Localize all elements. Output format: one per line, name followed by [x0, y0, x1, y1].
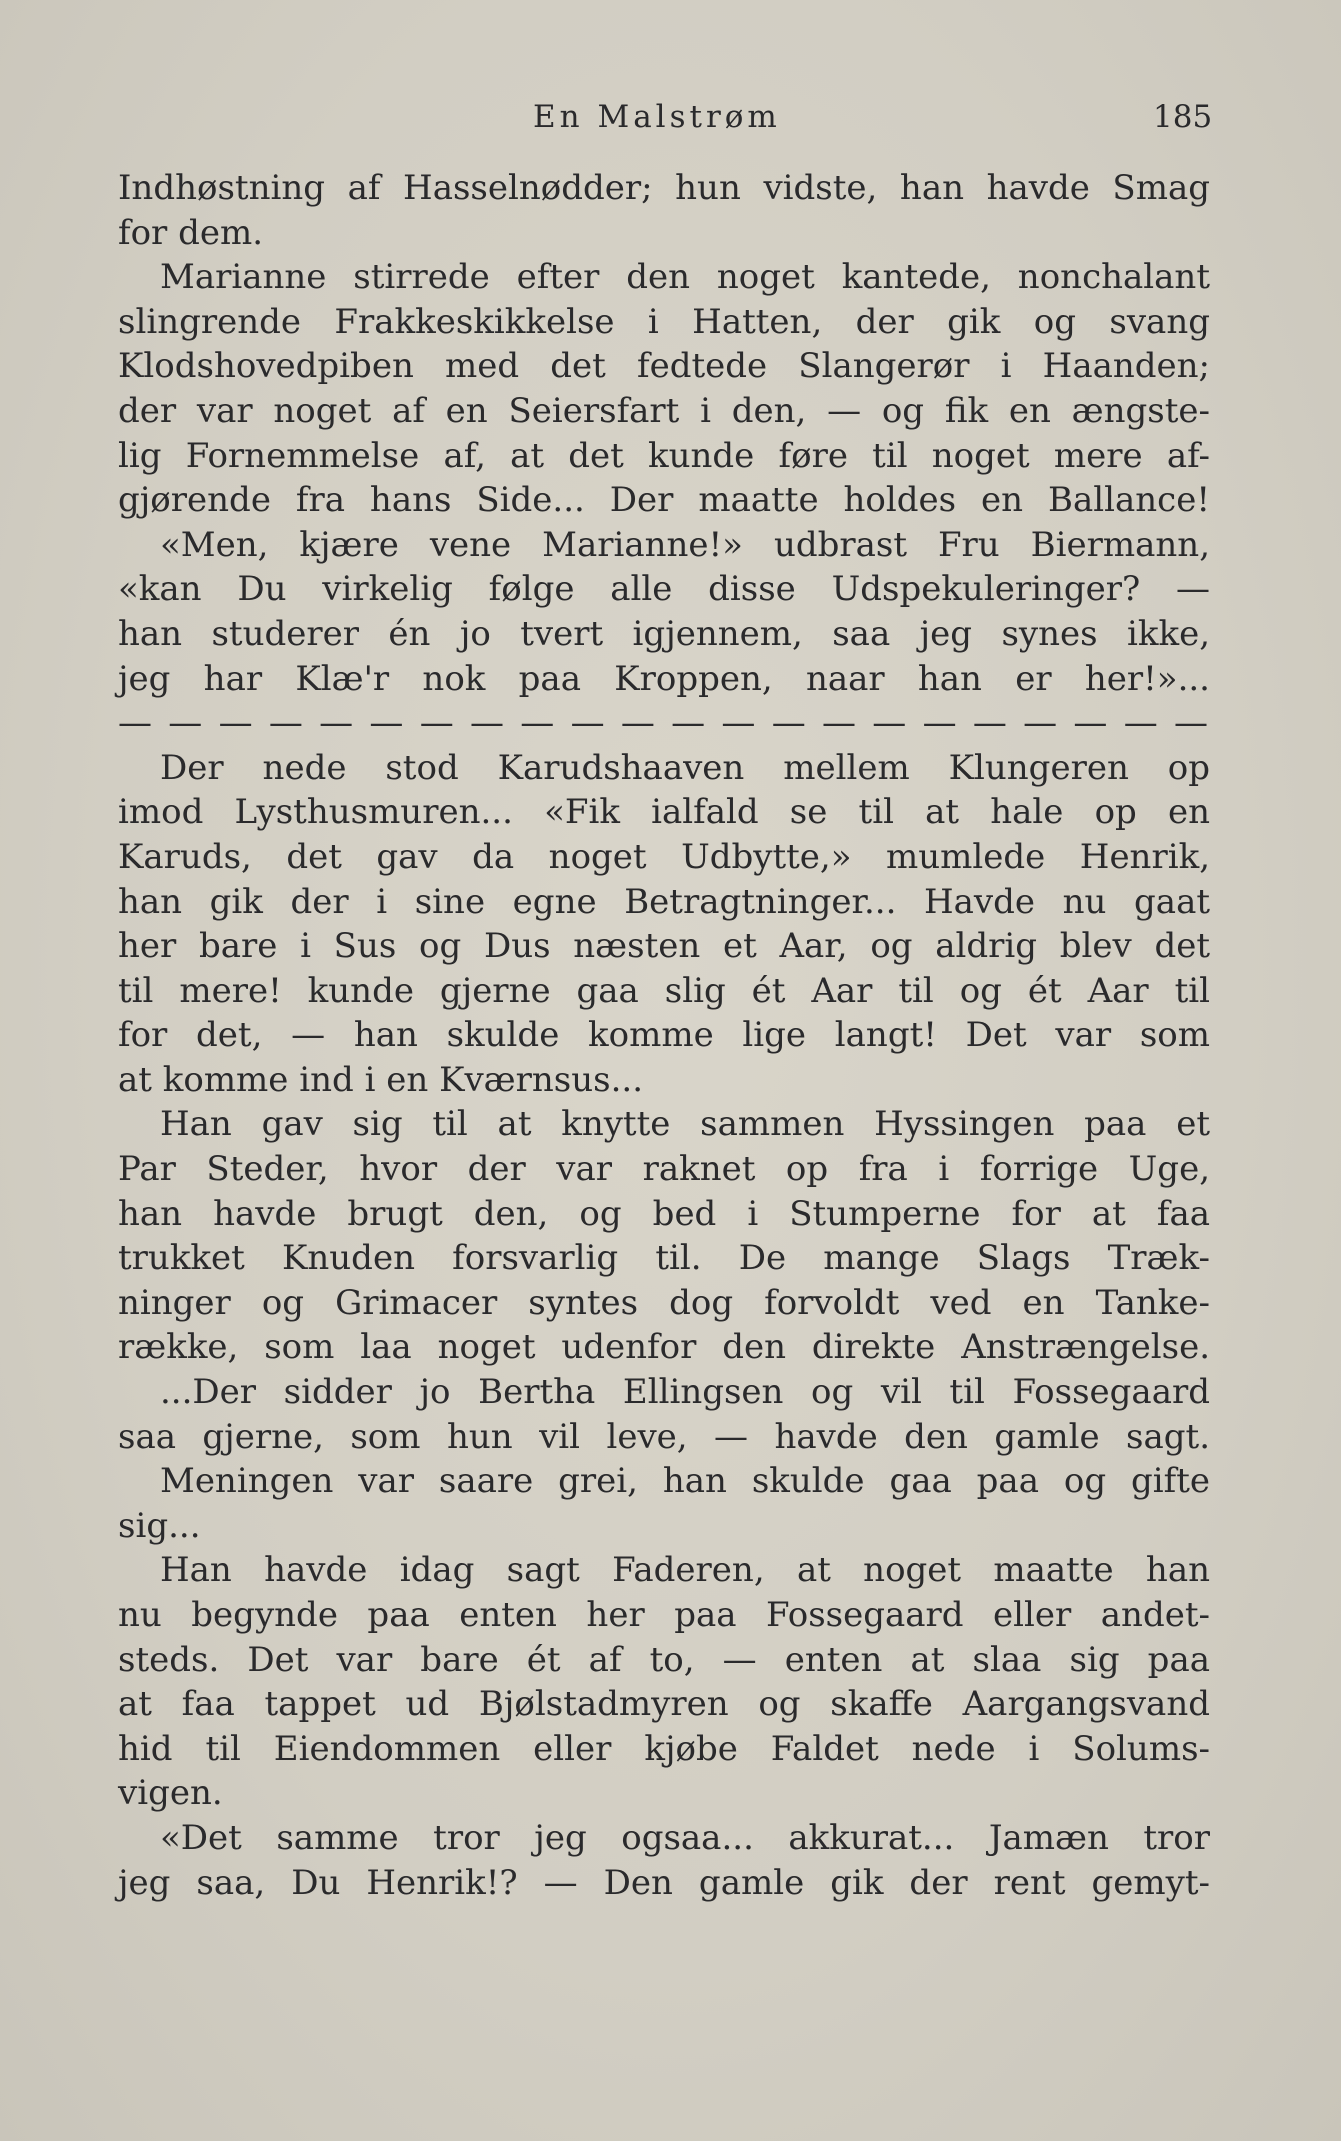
text-line: han havde brugt den, og bed i Stumperne for at faa: [118, 1193, 1210, 1234]
section-divider: — — — — — — — — — — — — — — — — — — — — — —: [118, 703, 1210, 744]
text-line: «Men, kjære vene Marianne!» udbrast Fru Biermann,: [160, 524, 1210, 565]
text-line: her bare i Sus og Dus næsten et Aar, og aldrig blev det: [118, 926, 1210, 967]
text-line: han gik der i sine egne Betragtninger... Havde nu gaat: [118, 881, 1210, 922]
text-line: Klodshovedpiben med det fedtede Slangerør i Haanden;: [118, 346, 1210, 387]
text-line: ninger og Grimacer syntes dog forvoldt ved en Tanke-: [118, 1282, 1210, 1323]
text-line: lig Fornemmelse af, at det kunde føre til noget mere af-: [118, 435, 1210, 476]
text-line: «Det samme tror jeg ogsaa... akkurat... Jamæn tror: [160, 1817, 1210, 1858]
text-line: Der nede stod Karudshaaven mellem Klungeren op: [160, 747, 1210, 788]
text-line: Marianne stirrede efter den noget kantede, nonchalant: [160, 257, 1210, 298]
text-line: slingrende Frakkeskikkelse i Hatten, der gik og svang: [118, 301, 1210, 342]
text-line: han studerer én jo tvert igjennem, saa jeg synes ikke,: [118, 613, 1210, 654]
text-line: række, som laa noget udenfor den direkte Anstrængelse.: [118, 1327, 1210, 1368]
text-line: steds. Det var bare ét af to, — enten at slaa sig paa: [118, 1639, 1210, 1680]
text-line: Han havde idag sagt Faderen, at noget maatte han: [160, 1550, 1210, 1591]
text-line: hid til Eiendommen eller kjøbe Faldet nede i Solums-: [118, 1728, 1210, 1769]
text-line: at faa tappet ud Bjølstadmyren og skaffe Aargangsvand: [118, 1684, 1210, 1725]
text-line: ...Der sidder jo Bertha Ellingsen og vil til Fossegaard: [160, 1372, 1210, 1413]
text-line: imod Lysthusmuren... «Fik ialfald se til at hale op en: [118, 792, 1210, 833]
text-line: Par Steder, hvor der var raknet op fra i forrige Uge,: [118, 1149, 1210, 1190]
text-line: der var noget af en Seiersfart i den, — og fik en ængste-: [118, 390, 1210, 431]
text-line: jeg saa, Du Henrik!? — Den gamle gik der rent gemyt-: [118, 1862, 1210, 1903]
text-line: nu begynde paa enten her paa Fossegaard eller andet-: [118, 1595, 1210, 1635]
text-line: trukket Knuden forsvarlig til. De mange Slags Træk-: [118, 1238, 1210, 1279]
text-line: Han gav sig til at knytte sammen Hyssingen paa et: [160, 1104, 1210, 1145]
text-line: at komme ind i en Kværnsus...: [118, 1059, 644, 1100]
text-line: sig...: [118, 1505, 201, 1546]
running-title: En Malstrøm: [533, 99, 781, 135]
text-line: for dem.: [118, 212, 264, 253]
text-line: Indhøstning af Hasselnødder; hun vidste, han havde Smag: [118, 168, 1210, 208]
text-line: Meningen var saare grei, han skulde gaa paa og gifte: [160, 1461, 1210, 1502]
text-line: jeg har Klæ'r nok paa Kroppen, naar han er her!»...: [118, 658, 1210, 699]
page-number: 185: [1153, 99, 1213, 135]
text-line: vigen.: [118, 1773, 223, 1814]
text-line: for det, — han skulde komme lige langt! Det var som: [118, 1015, 1210, 1056]
text-line: gjørende fra hans Side... Der maatte holdes en Ballance!: [118, 480, 1210, 521]
page-body: [118, 166, 1210, 1905]
text-line: til mere! kunde gjerne gaa slig ét Aar til og ét Aar til: [118, 970, 1210, 1011]
text-line: saa gjerne, som hun vil leve, — havde den gamle sagt.: [118, 1416, 1210, 1457]
text-line: Karuds, det gav da noget Udbytte,» mumlede Henrik,: [118, 836, 1210, 877]
text-line: «kan Du virkelig følge alle disse Udspekuleringer? —: [118, 569, 1210, 610]
